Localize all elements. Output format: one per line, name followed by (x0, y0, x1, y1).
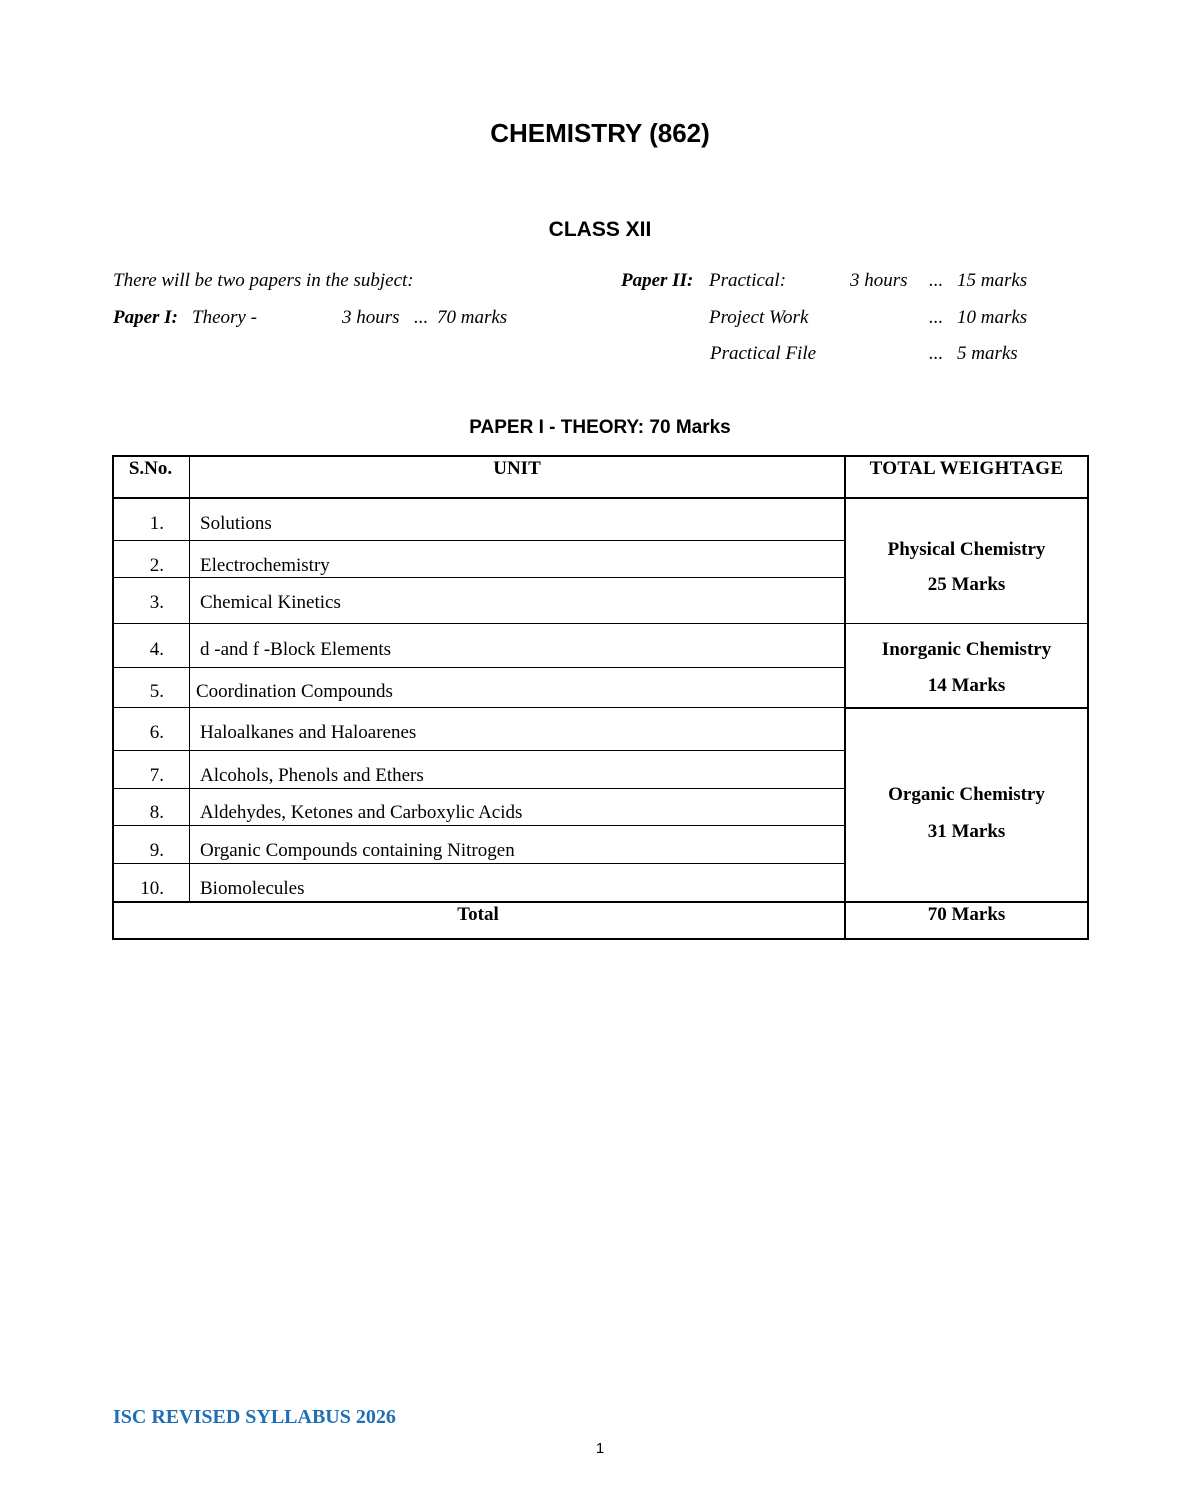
paper2-item-name: Practical: (709, 270, 787, 291)
group-marks: 14 Marks (927, 675, 1006, 696)
group-name: Physical Chemistry (887, 539, 1046, 560)
group-marks: 31 Marks (927, 821, 1006, 842)
row-unit: Chemical Kinetics (200, 592, 341, 613)
paper2-item-name: Practical File (710, 343, 817, 364)
total-divider (112, 901, 1089, 903)
row-divider (112, 825, 845, 826)
paper2-item-marks: 10 marks (957, 307, 1028, 328)
papers-intro: There will be two papers in the subject: (113, 270, 414, 291)
row-divider (112, 707, 845, 708)
row-unit: Coordination Compounds (196, 681, 393, 702)
row-divider (112, 623, 845, 624)
paper2-item-sep: ... (929, 307, 944, 328)
table-border-top (112, 455, 1089, 457)
row-unit: Haloalkanes and Haloarenes (200, 722, 417, 743)
group-name: Organic Chemistry (888, 784, 1045, 805)
paper2-label: Paper II: (621, 270, 694, 291)
paper1-name: Theory - (192, 307, 257, 328)
row-unit: Electrochemistry (200, 555, 330, 576)
table-border-bottom (112, 938, 1089, 940)
header-divider (112, 497, 1089, 499)
total-marks: 70 Marks (927, 904, 1006, 925)
row-divider (112, 667, 845, 668)
paper1-hours: 3 hours (342, 307, 400, 328)
group-divider (844, 623, 1089, 624)
row-sno: 8. (149, 802, 164, 823)
row-unit: Aldehydes, Ketones and Carboxylic Acids (200, 802, 523, 823)
paper2-item-name: Project Work (709, 307, 809, 328)
total-label: Total (457, 904, 499, 925)
paper1-sep: ... (414, 307, 429, 328)
row-unit: Organic Compounds containing Nitrogen (200, 840, 515, 861)
row-divider (112, 577, 845, 578)
row-sno: 5. (149, 681, 164, 702)
column-divider (189, 455, 190, 901)
footer-text: ISC REVISED SYLLABUS 2026 (113, 1406, 396, 1428)
paper1-marks: 70 marks (437, 307, 508, 328)
group-name: Inorganic Chemistry (881, 639, 1052, 660)
row-sno: 7. (149, 765, 164, 786)
table-title: PAPER I - THEORY: 70 Marks (469, 417, 731, 438)
row-divider (112, 863, 845, 864)
row-sno: 1. (149, 513, 164, 534)
page-number: 1 (595, 1440, 605, 1457)
column-divider (844, 455, 846, 939)
paper2-item-sep: ... (929, 343, 944, 364)
paper2-item-hours: 3 hours (850, 270, 908, 291)
row-divider (112, 540, 845, 541)
table-border-right (1087, 455, 1089, 939)
header-weightage: TOTAL WEIGHTAGE (869, 458, 1064, 479)
page-title: CHEMISTRY (862) (490, 118, 710, 148)
row-divider (112, 750, 845, 751)
paper1-label: Paper I: (113, 307, 178, 328)
row-divider (112, 788, 845, 789)
row-unit: Biomolecules (200, 878, 305, 899)
row-sno: 6. (149, 722, 164, 743)
row-sno: 2. (149, 555, 164, 576)
paper2-item-marks: 15 marks (957, 270, 1028, 291)
group-marks: 25 Marks (927, 574, 1006, 595)
row-unit: Solutions (200, 513, 272, 534)
header-sno: S.No. (128, 458, 173, 479)
row-sno: 4. (149, 639, 164, 660)
row-sno: 10. (140, 878, 164, 899)
row-sno: 9. (149, 840, 164, 861)
row-sno: 3. (149, 592, 164, 613)
row-unit: Alcohols, Phenols and Ethers (200, 765, 424, 786)
row-unit: d -and f -Block Elements (200, 639, 392, 660)
group-divider (844, 707, 1089, 709)
class-label: CLASS XII (548, 218, 652, 241)
paper2-item-marks: 5 marks (957, 343, 1018, 364)
paper2-item-sep: ... (929, 270, 944, 291)
header-unit: UNIT (493, 458, 541, 479)
